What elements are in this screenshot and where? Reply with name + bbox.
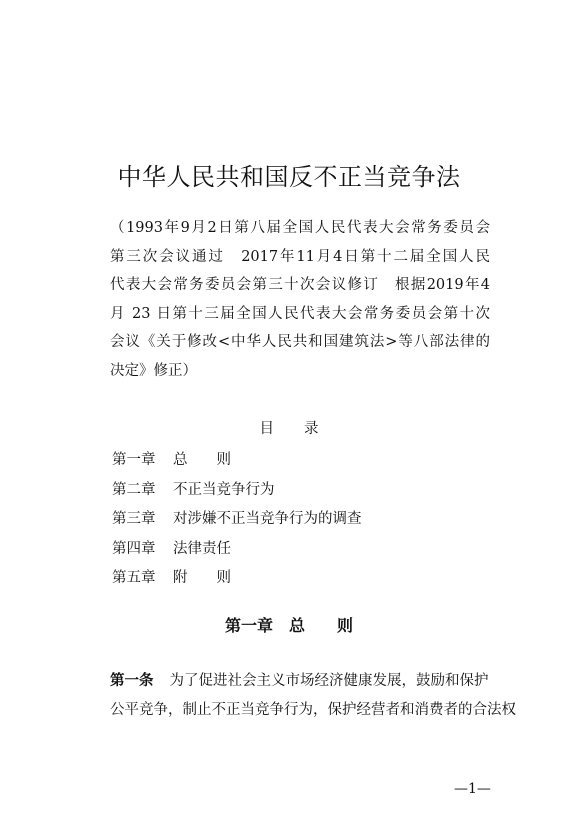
enactment-note <box>110 214 490 385</box>
toc-item <box>112 562 362 592</box>
toc-chapter-number: 第三章 <box>112 511 156 528</box>
toc-heading <box>0 417 578 438</box>
law-title: 中华人民共和国反不正当竞争法 <box>117 163 461 191</box>
article-one <box>110 667 516 725</box>
toc-chapter-name: 对涉嫌不正当竞争行为的调查 <box>173 511 362 528</box>
chapter-heading: 第一章 总 则 <box>224 616 353 635</box>
article-label: 第一条 <box>110 673 154 689</box>
toc-chapter-name: 总 则 <box>173 452 231 469</box>
toc-item <box>112 503 362 533</box>
toc-chapter-name: 附 则 <box>173 570 231 587</box>
enactment-note-line: 月 23 日第十三届全国人民代表大会常务委员会第十次 <box>110 305 490 322</box>
toc-item <box>112 474 362 504</box>
toc-item <box>112 444 362 474</box>
table-of-contents <box>112 444 362 592</box>
article-text: 公平竞争，制止不正当竞争行为，保护经营者和消费者的合法权 <box>110 702 516 718</box>
enactment-note-line: 第三次会议通过 2017年11月4日第十二届全国人民 <box>110 248 490 265</box>
article-first-line <box>110 667 510 696</box>
page-number: —1— <box>454 781 491 797</box>
article-text: 为了促进社会主义市场经济健康发展，鼓励和保护 <box>169 673 489 689</box>
toc-chapter-number: 第一章 <box>112 452 156 469</box>
enactment-note-line: 决定》修正） <box>110 362 197 379</box>
toc-chapter-name: 法律责任 <box>173 540 231 557</box>
enactment-note-line: 会议《关于修改<中华人民共和国建筑法>等八部法律的 <box>110 334 490 350</box>
enactment-note-line: （1993年9月2日第八届全国人民代表大会常务委员会 <box>110 220 490 236</box>
enactment-note-line: 代表大会常务委员会第三十次会议修订 根据2019年4 <box>110 277 490 293</box>
toc-chapter-number: 第四章 <box>112 540 156 557</box>
toc-item <box>112 533 362 563</box>
toc-chapter-name: 不正当竞争行为 <box>173 481 275 498</box>
toc-chapter-number: 第五章 <box>112 570 156 587</box>
toc-chapter-number: 第二章 <box>112 481 156 498</box>
toc-heading-text: 目录 <box>259 421 349 437</box>
